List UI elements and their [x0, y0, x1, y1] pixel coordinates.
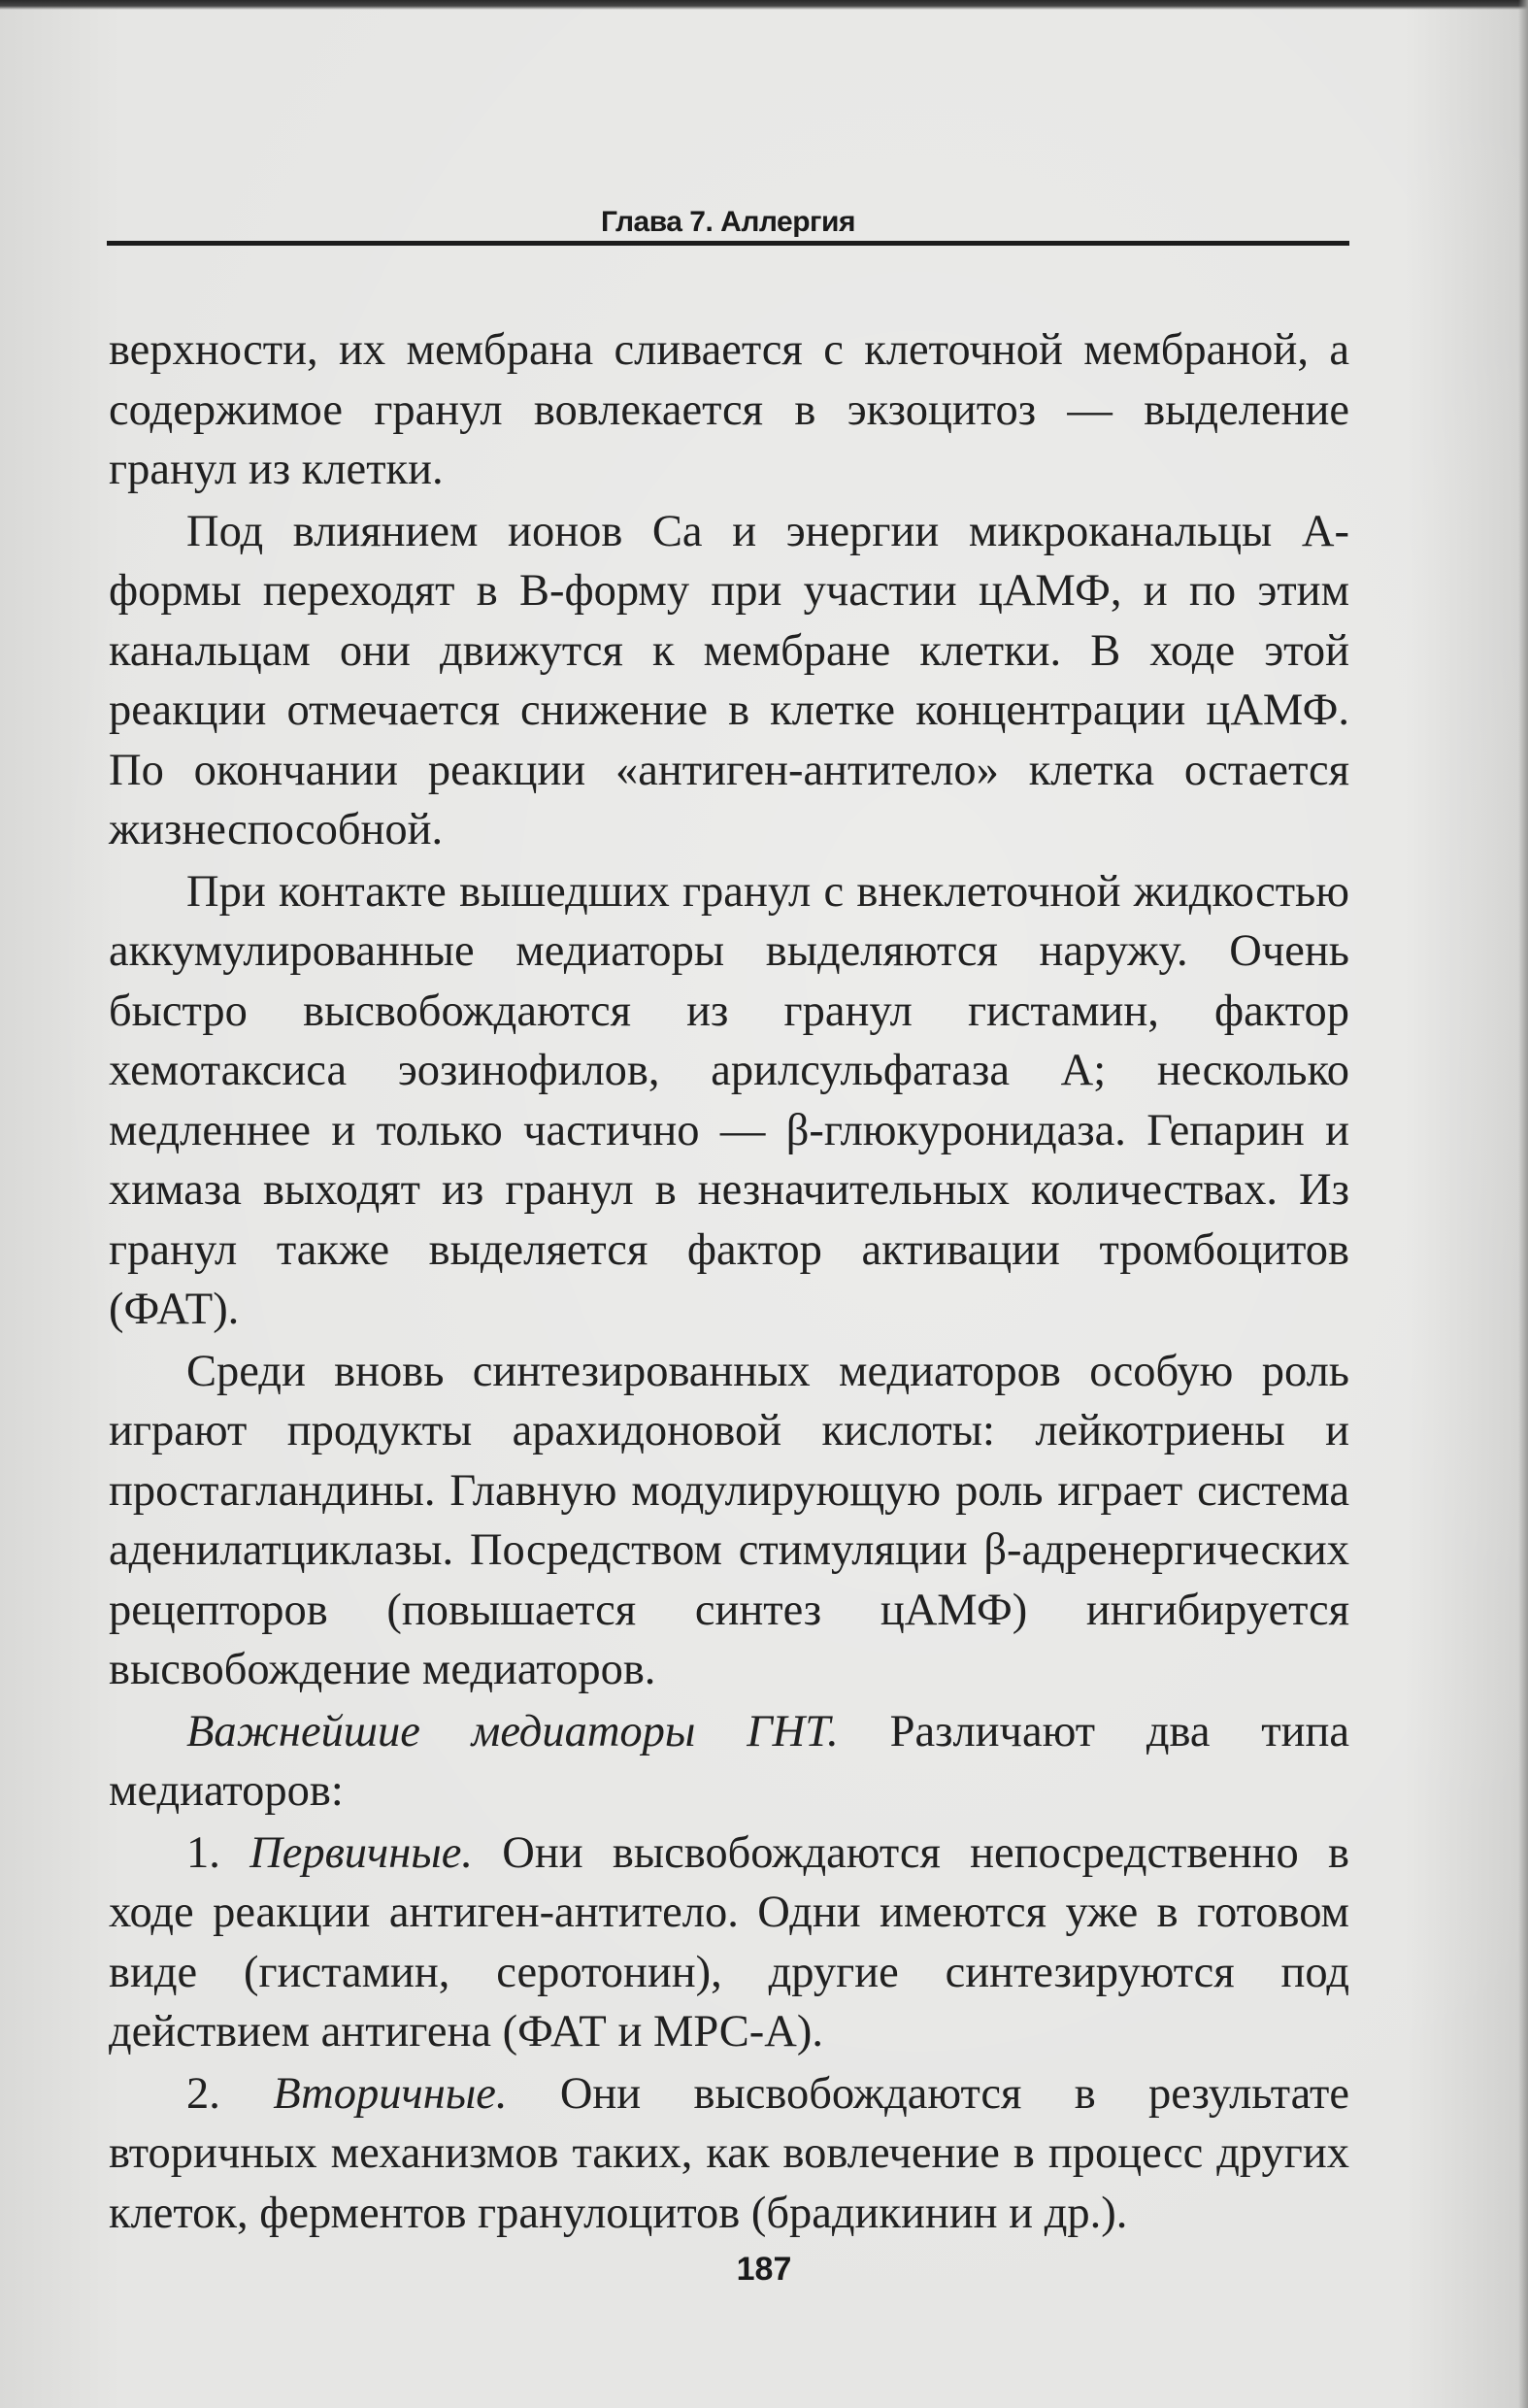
- paragraph-6-text: Они высвобождаются непосредственно в ходе реакции антиген-антитело. Одни имеются уже в готовом виде (гистамин, серотонин), другие синтезируются под действием антигена (ФАТ и МРС-А).: [109, 1827, 1349, 2057]
- paragraph-5-lead: Важнейшие медиаторы ГНТ.: [186, 1706, 839, 1756]
- paragraph-6-lead: Первичные.: [249, 1827, 474, 1878]
- paragraph-6-number: 1.: [186, 1827, 250, 1878]
- paragraph-7-lead: Вторичные.: [273, 2068, 508, 2119]
- scan-top-edge: [0, 0, 1528, 10]
- paragraph-6: [109, 1823, 1349, 2062]
- paragraph-7-number: 2.: [186, 2068, 274, 2119]
- paragraph-3: При контакте вышедших гранул с внеклеточной жидкостью аккумулированные медиаторы выделяются наружу. Очень быстро высвобождаются из гранул гистамин, фактор хемотаксиса эозинофилов, арилсульфатаза А; несколько медленнее и только частично — β-глюкуронидаза. Гепарин и химаза выходят из гранул в незначительных количествах. Из гранул также выделяется фактор активации тромбоцитов (ФАТ).: [109, 866, 1349, 1334]
- paragraph-5: [109, 1702, 1349, 1822]
- running-head: Глава 7. Аллергия: [600, 206, 855, 238]
- paragraph-7: [109, 2064, 1349, 2244]
- paragraph-4: Среди вновь синтезированных медиаторов особую роль играют продукты арахидоновой кислоты: лейкотриены и простагландины. Главную модулирующую роль играет система аденилатциклазы. Посредством стимуляции β-адренергических рецепторов (повышается синтез цАМФ) ингибируется высвобождение медиаторов.: [109, 1346, 1349, 1694]
- paragraph-5-text: Различают два типа медиаторов:: [109, 1706, 1349, 1816]
- page-number: 187: [736, 2251, 792, 2288]
- paragraph-7-text: Они высвобождаются в результате вторичных механизмов таких, как вовлечение в процесс других клеток, ферментов гранулоцитов (брадикинин и др.).: [109, 2068, 1350, 2238]
- running-head-rule: [107, 241, 1349, 246]
- scan-right-edge: [1518, 0, 1528, 2408]
- paragraph-1: верхности, их мембрана сливается с клеточной мембраной, а содержимое гранул вовлекается в экзоцитоз — выделение гранул из клетки.: [109, 325, 1349, 494]
- paragraph-2: Под влиянием ионов Ca и энергии микроканальцы А-формы переходят в В-форму при участии цАМФ, и по этим канальцам они движутся к мембране клетки. В ходе этой реакции отмечается снижение в клетке концентрации цАМФ. По окончании реакции «антиген-антитело» клетка остается жизнеспособной.: [109, 506, 1349, 854]
- body-text: [109, 320, 1349, 2245]
